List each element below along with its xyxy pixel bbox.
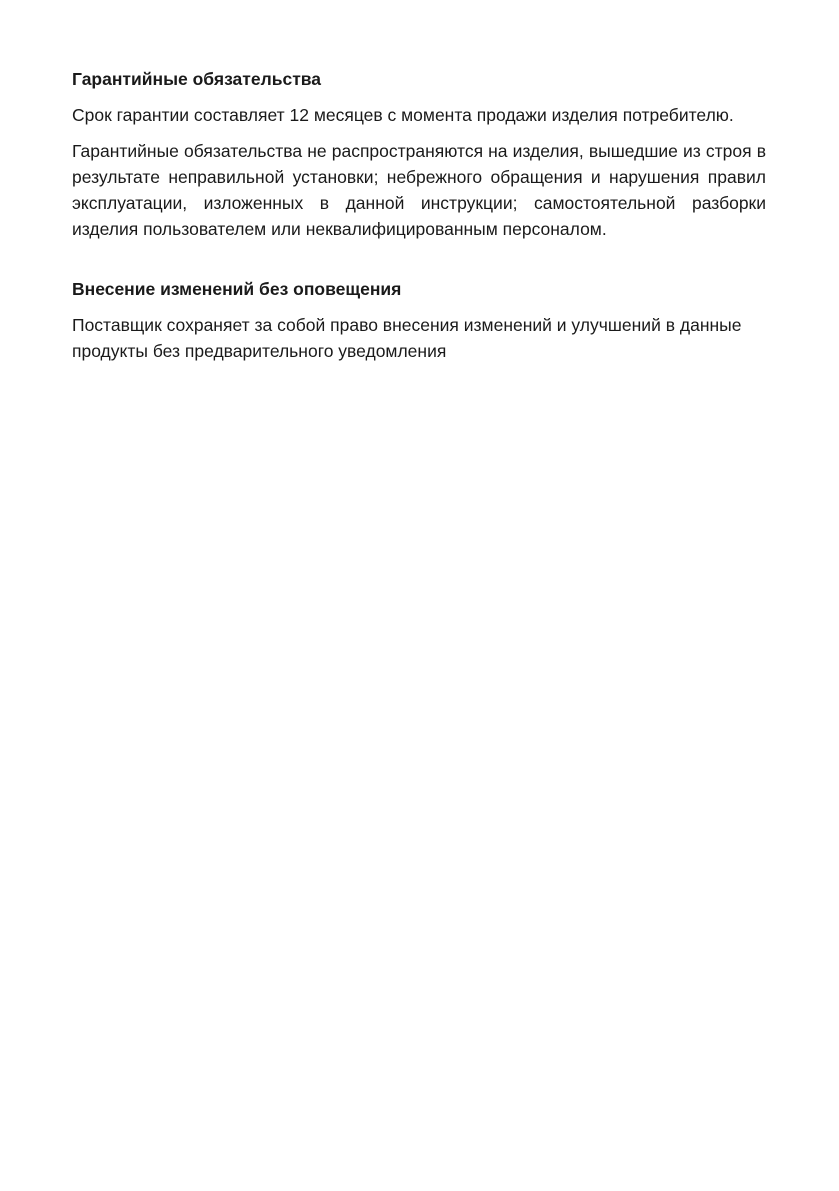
warranty-exclusions-paragraph: Гарантийные обязательства не распространяются на изделия, вышедшие из строя в результате неправильной установки; небрежного обращения и нарушения правил эксплуатации, изложенных в данной инструкции; самостоятельной разборки изделия пользователем или неквалифицированным персоналом. (72, 141, 766, 239)
warranty-heading: Гарантийные обязательства (72, 69, 322, 89)
changes-section (72, 276, 766, 364)
section-spacer (72, 252, 766, 276)
changes-paragraph: Поставщик сохраняет за собой право внесения изменений и улучшений в данные продукты без предварительного уведомления (72, 315, 742, 361)
warranty-period-paragraph: Срок гарантии составляет 12 месяцев с момента продажи изделия потребителю. (72, 105, 734, 125)
changes-heading: Внесение изменений без оповещения (72, 279, 402, 299)
warranty-section (72, 66, 766, 242)
document-page (72, 66, 766, 374)
